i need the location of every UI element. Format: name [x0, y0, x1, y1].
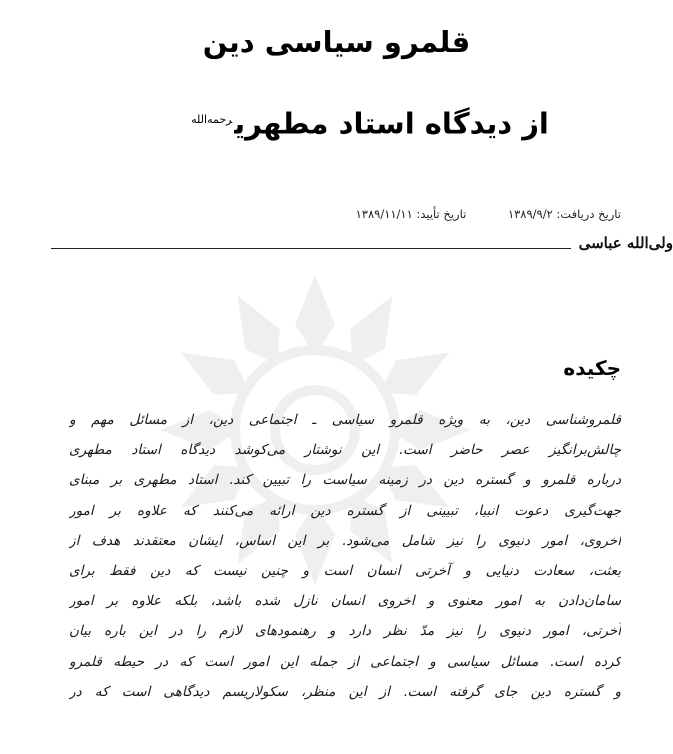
abstract-line: قلمروشناسی دین، به ویژه قلمرو سیاسی ـ اجتماعی دین، از مسائل مهم و	[69, 412, 621, 428]
title-line-2	[60, 100, 673, 144]
approved-date-value: ۱۳۸۹/۱۱/۱۱	[355, 207, 413, 221]
abstract-line: چالش‌برانگیز عصر حاضر است. این نوشتار می‌کوشد دیدگاه استاد مطهری	[69, 442, 621, 459]
honorific-mark: رحمه‌الله	[191, 113, 233, 126]
abstract-line: جهت‌گیری دعوت انبیا، تبیینی از گستره دین ارائه می‌کنند که علاوه بر امور	[69, 502, 621, 519]
abstract-line: بعثت، سعادت دنیایی و آخرتی انسان است و چنین نیست که دین فقط برای	[69, 563, 621, 580]
received-date-value: ۱۳۸۹/۹/۲	[507, 207, 553, 221]
abstract-body	[69, 405, 621, 707]
title-line-1: قلمرو سیاسی دین	[202, 25, 471, 59]
received-date-label: تاریخ دریافت:	[556, 207, 621, 221]
abstract-line: آخرتی، امور دنیوی را نیز مدّ نظر دارد و رهنمودهای لازم را در این باره بیان	[69, 623, 621, 640]
abstract-line: درباره قلمرو و گستره دین در زمینه سیاست را تبیین کند. استاد مطهری بر مبنای	[69, 472, 621, 489]
author-row	[0, 231, 673, 261]
abstract-line: اخروی، امور دنیوی را نیز شامل می‌شود. بر این اساس، ایشان معتقدند هدف از	[69, 532, 621, 549]
author-name: ولی‌الله عباسی	[578, 234, 673, 252]
abstract-line: و گستره دین جای گرفته است. از این منظر، سکولاریسم دیدگاهی است که در	[69, 683, 621, 700]
approved-date-label: تاریخ تأیید:	[416, 207, 467, 221]
received-date	[508, 207, 621, 221]
abstract-line: سامان‌دادن به امور معنوی و اخروی انسان نازل شده باشد، بلکه علاوه بر امور	[69, 593, 621, 610]
approved-date	[356, 207, 467, 221]
abstract-heading: چکیده	[563, 356, 621, 380]
dates-row	[356, 207, 621, 221]
author-divider	[51, 248, 571, 249]
abstract-line: کرده است. مسائل سیاسی و اجتماعی از جمله این امور است که در حیطه قلمرو	[69, 653, 621, 670]
title-line-2-text: از دیدگاه استاد مطهری	[234, 106, 549, 141]
